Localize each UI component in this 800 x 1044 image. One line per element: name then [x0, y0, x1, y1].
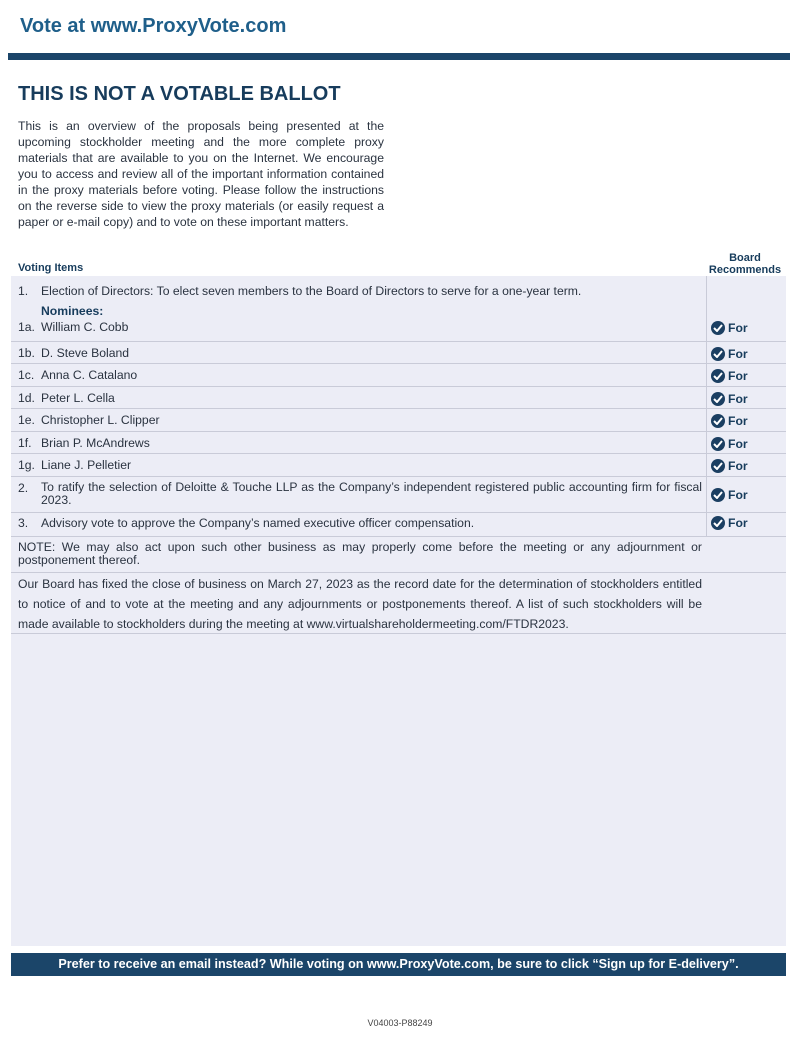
- nominee-row: [11, 316, 786, 342]
- nominee-number: 1b.: [18, 345, 35, 360]
- nominee-name: Brian P. McAndrews: [41, 435, 150, 450]
- nominee-recommendation: For: [711, 392, 781, 406]
- nominee-number: 1c.: [18, 368, 35, 382]
- nominee-name: Anna C. Catalano: [41, 368, 138, 382]
- nominee-row: [11, 454, 786, 477]
- nominee-number: 1d.: [18, 390, 35, 405]
- page-title: THIS IS NOT A VOTABLE BALLOT: [18, 83, 341, 105]
- edelivery-banner: Prefer to receive an email instead? While voting on www.ProxyVote.com, be sure to click “Sign up for E-delivery”.: [11, 953, 786, 976]
- document-code: V04003-P88249: [367, 1018, 433, 1028]
- item-3-number: 3.: [18, 516, 29, 530]
- check-circle-icon: [711, 437, 725, 451]
- check-circle-icon: [711, 369, 725, 383]
- item-2-recommendation: For: [711, 488, 781, 502]
- item-2-text: To ratify the selection of Deloitte & Touche LLP as the Company’s independent registered public accounting firm for fiscal 2023.: [41, 480, 702, 507]
- proxyvote-link[interactable]: Vote at www.ProxyVote.com: [20, 15, 287, 37]
- check-circle-icon: [711, 321, 725, 335]
- nominee-name: Christopher L. Clipper: [41, 413, 160, 427]
- nominee-name: D. Steve Boland: [41, 345, 130, 360]
- item-2-row: [11, 477, 786, 513]
- nominee-recommendation: For: [711, 369, 781, 383]
- nominee-name: Liane J. Pelletier: [41, 458, 132, 472]
- check-circle-icon: [711, 488, 725, 502]
- nominee-row: [11, 387, 786, 410]
- item-2-number: 2.: [18, 481, 29, 495]
- nominee-recommendation: For: [711, 459, 781, 473]
- nominee-recommendation: For: [711, 437, 781, 451]
- nominee-recommendation: For: [711, 321, 781, 335]
- nominee-number: 1e.: [18, 413, 35, 427]
- check-circle-icon: [711, 347, 725, 361]
- nominee-number: 1f.: [18, 435, 32, 450]
- nominee-name: Peter L. Cella: [41, 390, 115, 405]
- nominee-recommendation: For: [711, 347, 781, 361]
- header-divider: [8, 53, 790, 60]
- intro-paragraph: This is an overview of the proposals being presented at the upcoming stockholder meeting and the more complete proxy materials that are available to you on the Internet. We encourage you to access and review all of the important information contained in the proxy materials before voting. Please follow the instructions on the reverse side to view the proxy materials (or easily request a paper or e-mail copy) and to vote on these important matters.: [18, 119, 384, 229]
- nominee-row: [11, 409, 786, 432]
- item-1-number: 1.: [18, 284, 29, 298]
- nominee-name: William C. Cobb: [41, 320, 129, 334]
- nominees-label: Nominees:: [41, 304, 104, 318]
- check-circle-icon: [711, 392, 725, 406]
- nominee-number: 1a.: [18, 320, 35, 334]
- item-3-row: [11, 513, 786, 537]
- note-text: NOTE: We may also act upon such other business as may properly come before the meeting or any adjournment or postponement thereof.: [18, 540, 702, 567]
- nominee-number: 1g.: [18, 458, 35, 472]
- item-3-recommendation: For: [711, 516, 781, 530]
- board-recommends-header: [704, 252, 786, 276]
- nominee-recommendation: For: [711, 414, 781, 428]
- item-3-text: Advisory vote to approve the Company’s named executive officer compensation.: [41, 516, 475, 530]
- board-recommends-line1: Board: [729, 252, 761, 264]
- check-circle-icon: [711, 459, 725, 473]
- item-1-text: Election of Directors: To elect seven members to the Board of Directors to serve for a one-year term.: [41, 284, 582, 298]
- check-circle-icon: [711, 516, 725, 530]
- record-date-text: Our Board has fixed the close of business on March 27, 2023 as the record date for the determination of stockholders entitled to notice of and to vote at the meeting and any adjournments or postponements thereof. A list of such stockholders will be made available to stockholders during the meeting at www.virtualshareholdermeeting.com/FTDR2023.: [18, 577, 702, 631]
- check-circle-icon: [711, 414, 725, 428]
- nominee-row: [11, 342, 786, 365]
- board-recommends-line2: Recommends: [708, 264, 782, 276]
- voting-items-header: Voting Items: [18, 262, 84, 274]
- nominee-row: [11, 432, 786, 455]
- nominee-row: [11, 364, 786, 387]
